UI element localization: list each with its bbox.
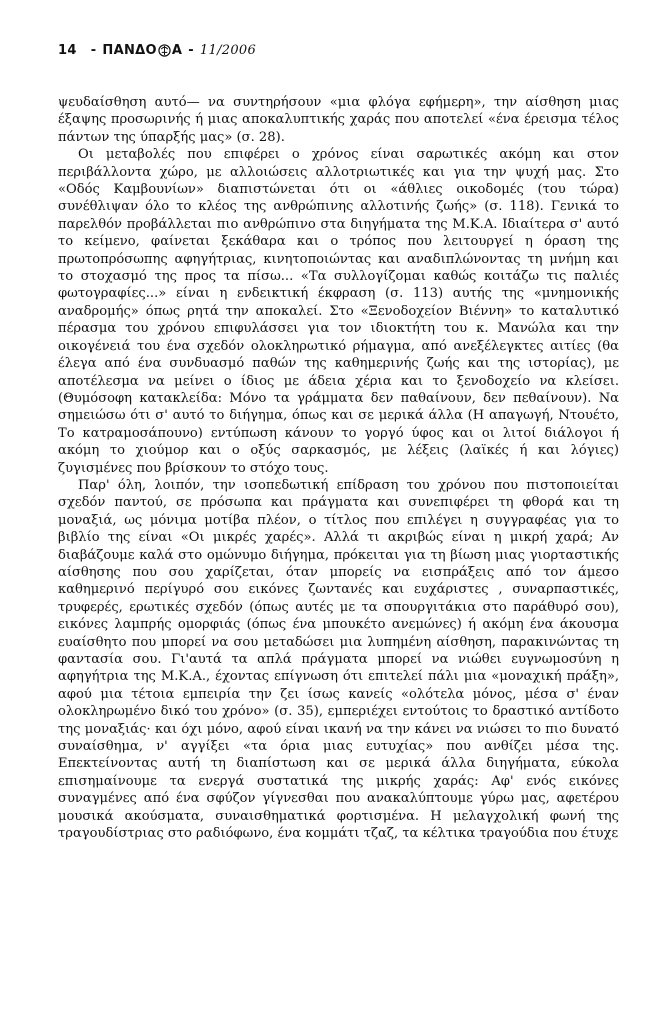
running-header xyxy=(58,40,619,60)
paragraph-3: Παρ' όλη, λοιπόν, την ισοπεδωτική επίδραση του χρόνου που πιστοποιείται σχεδόν παντού, σε πρόσωπα και πράγματα και συνεπιφέρει τη φθορά και τη μοναξιά, ως μόνιμα μοτίβα πλέον, ο τίτλος που επιλέγει η συγγραφέας για το βιβλίο της είναι «Οι μικρές χαρές». Αλλά τι ακριβώς είναι η μικρή χαρά; Αν διαβάζουμε καλά στο ομώνυμο διήγημα, πρόκειται για τη βίωση μιας γιορταστικής αίσθησης που σου χαρίζεται, όταν μπορείς να εισπράξεις από τον άμεσο καθημερινό περίγυρό σου εικόνες ζωντανές και ευχάριστες , συναρπαστικές, τρυφερές, ερωτικές σχεδόν (όπως αυτές με τα σπουργιτάκια στο παράθυρό σου), εικόνες λαμπρής ομορφιάς (όπως ένα μπουκέτο ανεμώνες) ή ακόμη ένα άκουσμα ευαίσθητο που μπορεί να σου μεταδώσει μια λυπημένη αίσθηση, παρακινώντας τη φαντασία σου. Γι'αυτά τα απλά πράγματα μπορεί να νιώθει ευγνωμοσύνη η αφηγήτρια της Μ.Κ.Α., έχοντας επίγνωση ότι επιτελεί πάλι μια «μοναχική πράξη», αφού μια τέτοια εμπειρία την ζει ίσως κανείς «ολότελα μόνος, μέσα σ' έναν ολοκληρωμένο δικό του χρόνο» (σ. 35), εμπεριέχει εντούτοις το δραστικό αντίδοτο της μοναξιάς· και όχι μόνο, αφού είναι ικανή να την κάνει να νιώσει το πιο δυνατό συναίσθημα, ν' αγγίξει «τα όρια μιας ευτυχίας» που ανθίζει μέσα της. Επεκτείνοντας αυτή τη διαπίστωση και σε μερικά άλλα διηγήματα, εύκολα επισημαίνουμε τα ενεργά συστατικά της μικρής χαράς: Αφ' ενός εικόνες συναγμένες από ένα σφύζον γίγνεσθαι που ανακαλύπτουμε γύρω μας, αφετέρου μουσικά ακούσματα, συναισθηματικά φορτισμένα. Η μελαγχολική φωνή της τραγουδίστριας στο ραδιόφωνο, ένα κομμάτι τζαζ, τα κέλτικα τραγούδια που έτυχε xyxy=(58,477,619,842)
magazine-logo-icon xyxy=(158,44,171,57)
page-number: 14 xyxy=(58,42,77,58)
magazine-title-left: ΠΑΝΔΟ xyxy=(102,42,157,58)
issue-date: 11/2006 xyxy=(199,42,257,58)
magazine-title xyxy=(102,43,182,58)
header-separator-2: - xyxy=(188,42,194,58)
paragraph-2: Οι μεταβολές που επιφέρει ο χρόνος είναι σαρωτικές ακόμη και στον περιβάλλοντα χώρο, με αλλοιώσεις αλλοτριωτικές και για την ψυχή μας. Στο «Οδός Καμβουνίων» διαπιστώνεται ότι οι «άθλιες οικοδομές (του τώρα) συνέθλιψαν όλο το κλέος της ανθρώπινης αλλοτινής ζωής» (σ. 118). Γενικά το παρελθόν προβάλλεται πιο ανθρώπινο στα διηγήματα της Μ.Κ.Α. Ιδιαίτερα σ' αυτό το κείμενο, φαίνεται ξεκάθαρα και ο τρόπος που λειτουργεί η όραση της πρωτοπρόσωπης αφηγήτριας, κινητοποιώντας και αναδιπλώνοντας τη μνήμη και το στοχασμό της προς τα πίσω... «Τα συλλογίζομαι καθώς κοιτάζω τις παλιές φωτογραφίες...» είναι η ενδεικτική έκφραση (σ. 113) αυτής της «μνημονικής αναδρομής» όπως ρητά την αποκαλεί. Στο «Ξενοδοχείον Βιέννη» το καταλυτικό πέρασμα του χρόνου επιφυλάσσει για τον ιδιοκτήτη του κ. Μανώλα και την οικογένειά του ένα σχεδόν ολοκληρωτικό ρήμαγμα, από ανεξέλεγκτες αιτίες (θα έλεγα από ένα συνδυασμό παθών της καθημερινής ζωής και της ιστορίας), με αποτέλεσμα να μείνει ο ίδιος με άδεια χέρια και το ξενοδοχείο να κλείσει. (Θυμόσοφη κατακλείδα: Μόνο τα γράμματα δεν παθαίνουν, δεν πεθαίνουν). Να σημειώσω ότι σ' αυτό το διήγημα, όπως και σε μερικά άλλα (Η απαγωγή, Ντουέτο, Το κατραμοσάπουνο) εντύπωση κάνουν το γοργό ύφος και οι λιτοί διάλογοι ή ακόμη το χιούμορ και ο οξύς σαρκασμός, με λέξεις (λαϊκές ή και λόγιες) ζυγισμένες που βρίσκουν το στόχο τους. xyxy=(58,147,619,476)
header-separator: - xyxy=(90,42,97,58)
article-body xyxy=(58,94,619,842)
paragraph-1: ψευδαίσθηση αυτό— να συντηρήσουν «μια φλόγα εφήμερη», την αίσθηση μιας έξαψης προσωρινής ή μιας αποκαλυπτικής χαράς που αποτελεί «ένα έρεισμα τέλος πάντων της ύπαρξής μας» (σ. 28). xyxy=(58,95,619,145)
magazine-title-right: Α xyxy=(171,42,183,58)
